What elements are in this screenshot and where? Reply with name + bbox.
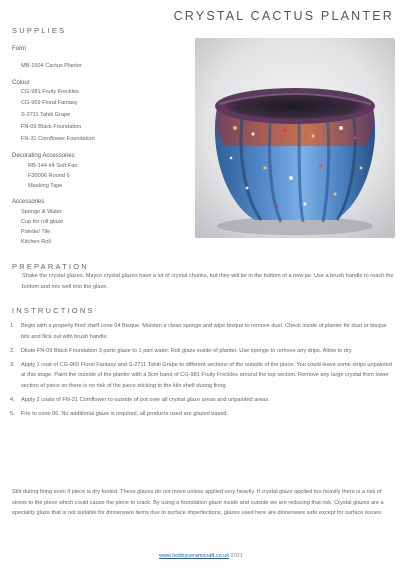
step-text: Fire to cone 06. No additional glaze is required, all products used are glazed based.: [21, 410, 229, 417]
accessories-item: Palette/ Tile: [21, 229, 51, 235]
preparation-heading: PREPARATION: [12, 262, 89, 271]
colour-item: CG-981 Fruity Freckles: [21, 89, 79, 95]
footer-year: 2021: [230, 553, 243, 559]
preparation-text: Shake the crystal glazes. Mayco crystal glazes have a lot of crystal chunks, but they will be in the bottom of a new jar. Use a brush handle to reach the bottom and mix well into the glaze.: [22, 273, 394, 290]
form-item: MB-1504 Cactus Planter: [21, 63, 82, 69]
colour-heading: Colour: [12, 80, 30, 86]
instruction-step: [10, 346, 394, 357]
accessories-item: Sponge & Water: [21, 209, 62, 215]
supplies-heading: SUPPLIES: [12, 26, 67, 35]
step-number: 3.: [10, 361, 15, 368]
step-number: 1.: [10, 323, 15, 329]
step-text: Apply 2 coats of FN-31 Cornflower to outside of pot over all crystal glaze areas and unpainted areas.: [21, 396, 270, 403]
page-title: CRYSTAL CACTUS PLANTER: [173, 9, 394, 23]
accessories-heading: Accessories: [12, 199, 45, 205]
decorating-item: RB-144 #4 Soft Fan: [28, 163, 78, 169]
instructions-list: [10, 321, 394, 423]
decorating-heading: Decorating Accessories: [12, 153, 75, 159]
step-text: Apply 1 coat of CG-969 Floral Fantasy and S-2711 Tahiti Grape to different sections of the outside of the piece. You could leave some strips unpainted at this stage. Paint the outside of the planter with a 3cm band of CG-981 Fruity Freckles around the top section. Remove any large crystal from lower section of piece so there is no risk of the piece sticking to the kiln shelf during firing.: [21, 361, 392, 389]
colour-item: FN-09 Black Foundation: [21, 124, 82, 130]
instructions-heading: INSTRUCTIONS: [12, 306, 95, 315]
colour-item: S-2711 Tahiti Grape: [21, 112, 71, 118]
instruction-step: [10, 321, 394, 342]
form-heading: Form: [12, 46, 26, 52]
website-link[interactable]: www.hobbyceramicraft.co.uk: [159, 553, 230, 559]
instruction-step: [10, 360, 394, 392]
closing-text: Stilt during firing even if piece is dry footed. These glazes do not move unless applied very heavily. If crystal glaze applied too heavily there is a risk of stress to the piece which could cause the piece to crack. By using a foundation glaze inside and outside we are reducing that risk. Crystal glazes are a speciality glaze that is not suitable for dinnerware items due to surface imperfections, glazes used here are dinnerware safe except for surface issues.: [12, 489, 384, 517]
footer: [0, 553, 402, 559]
decorating-item: Masking Tape: [28, 183, 63, 189]
step-number: 4.: [10, 396, 15, 403]
instruction-step: [10, 395, 394, 406]
accessories-item: Kitchen Roll: [21, 239, 51, 245]
product-photo: [195, 38, 395, 238]
step-text: Dilute FN-09 Black Foundation 3 parts glaze to 1 part water. Roll glaze inside of planter. Use sponge to remove any drips. Allow to dry.: [21, 347, 353, 354]
instruction-step: [10, 409, 394, 420]
step-number: 5.: [10, 410, 15, 417]
accessories-item: Cup for roll glaze: [21, 219, 64, 225]
colour-item: CG-969 Floral Fantasy: [21, 100, 78, 106]
step-number: 2.: [10, 347, 15, 354]
step-text: Begin with a properly fired shelf cone 04 Bisque. Moisten a clean sponge and wipe bisque to remove dust. Check inside of planter for dust or bisque bits and flick out with brush handle.: [21, 323, 387, 340]
decorating-item: F30006 Round 6: [28, 173, 70, 179]
colour-item: FN-31 Cornflower Foundation: [21, 136, 95, 142]
